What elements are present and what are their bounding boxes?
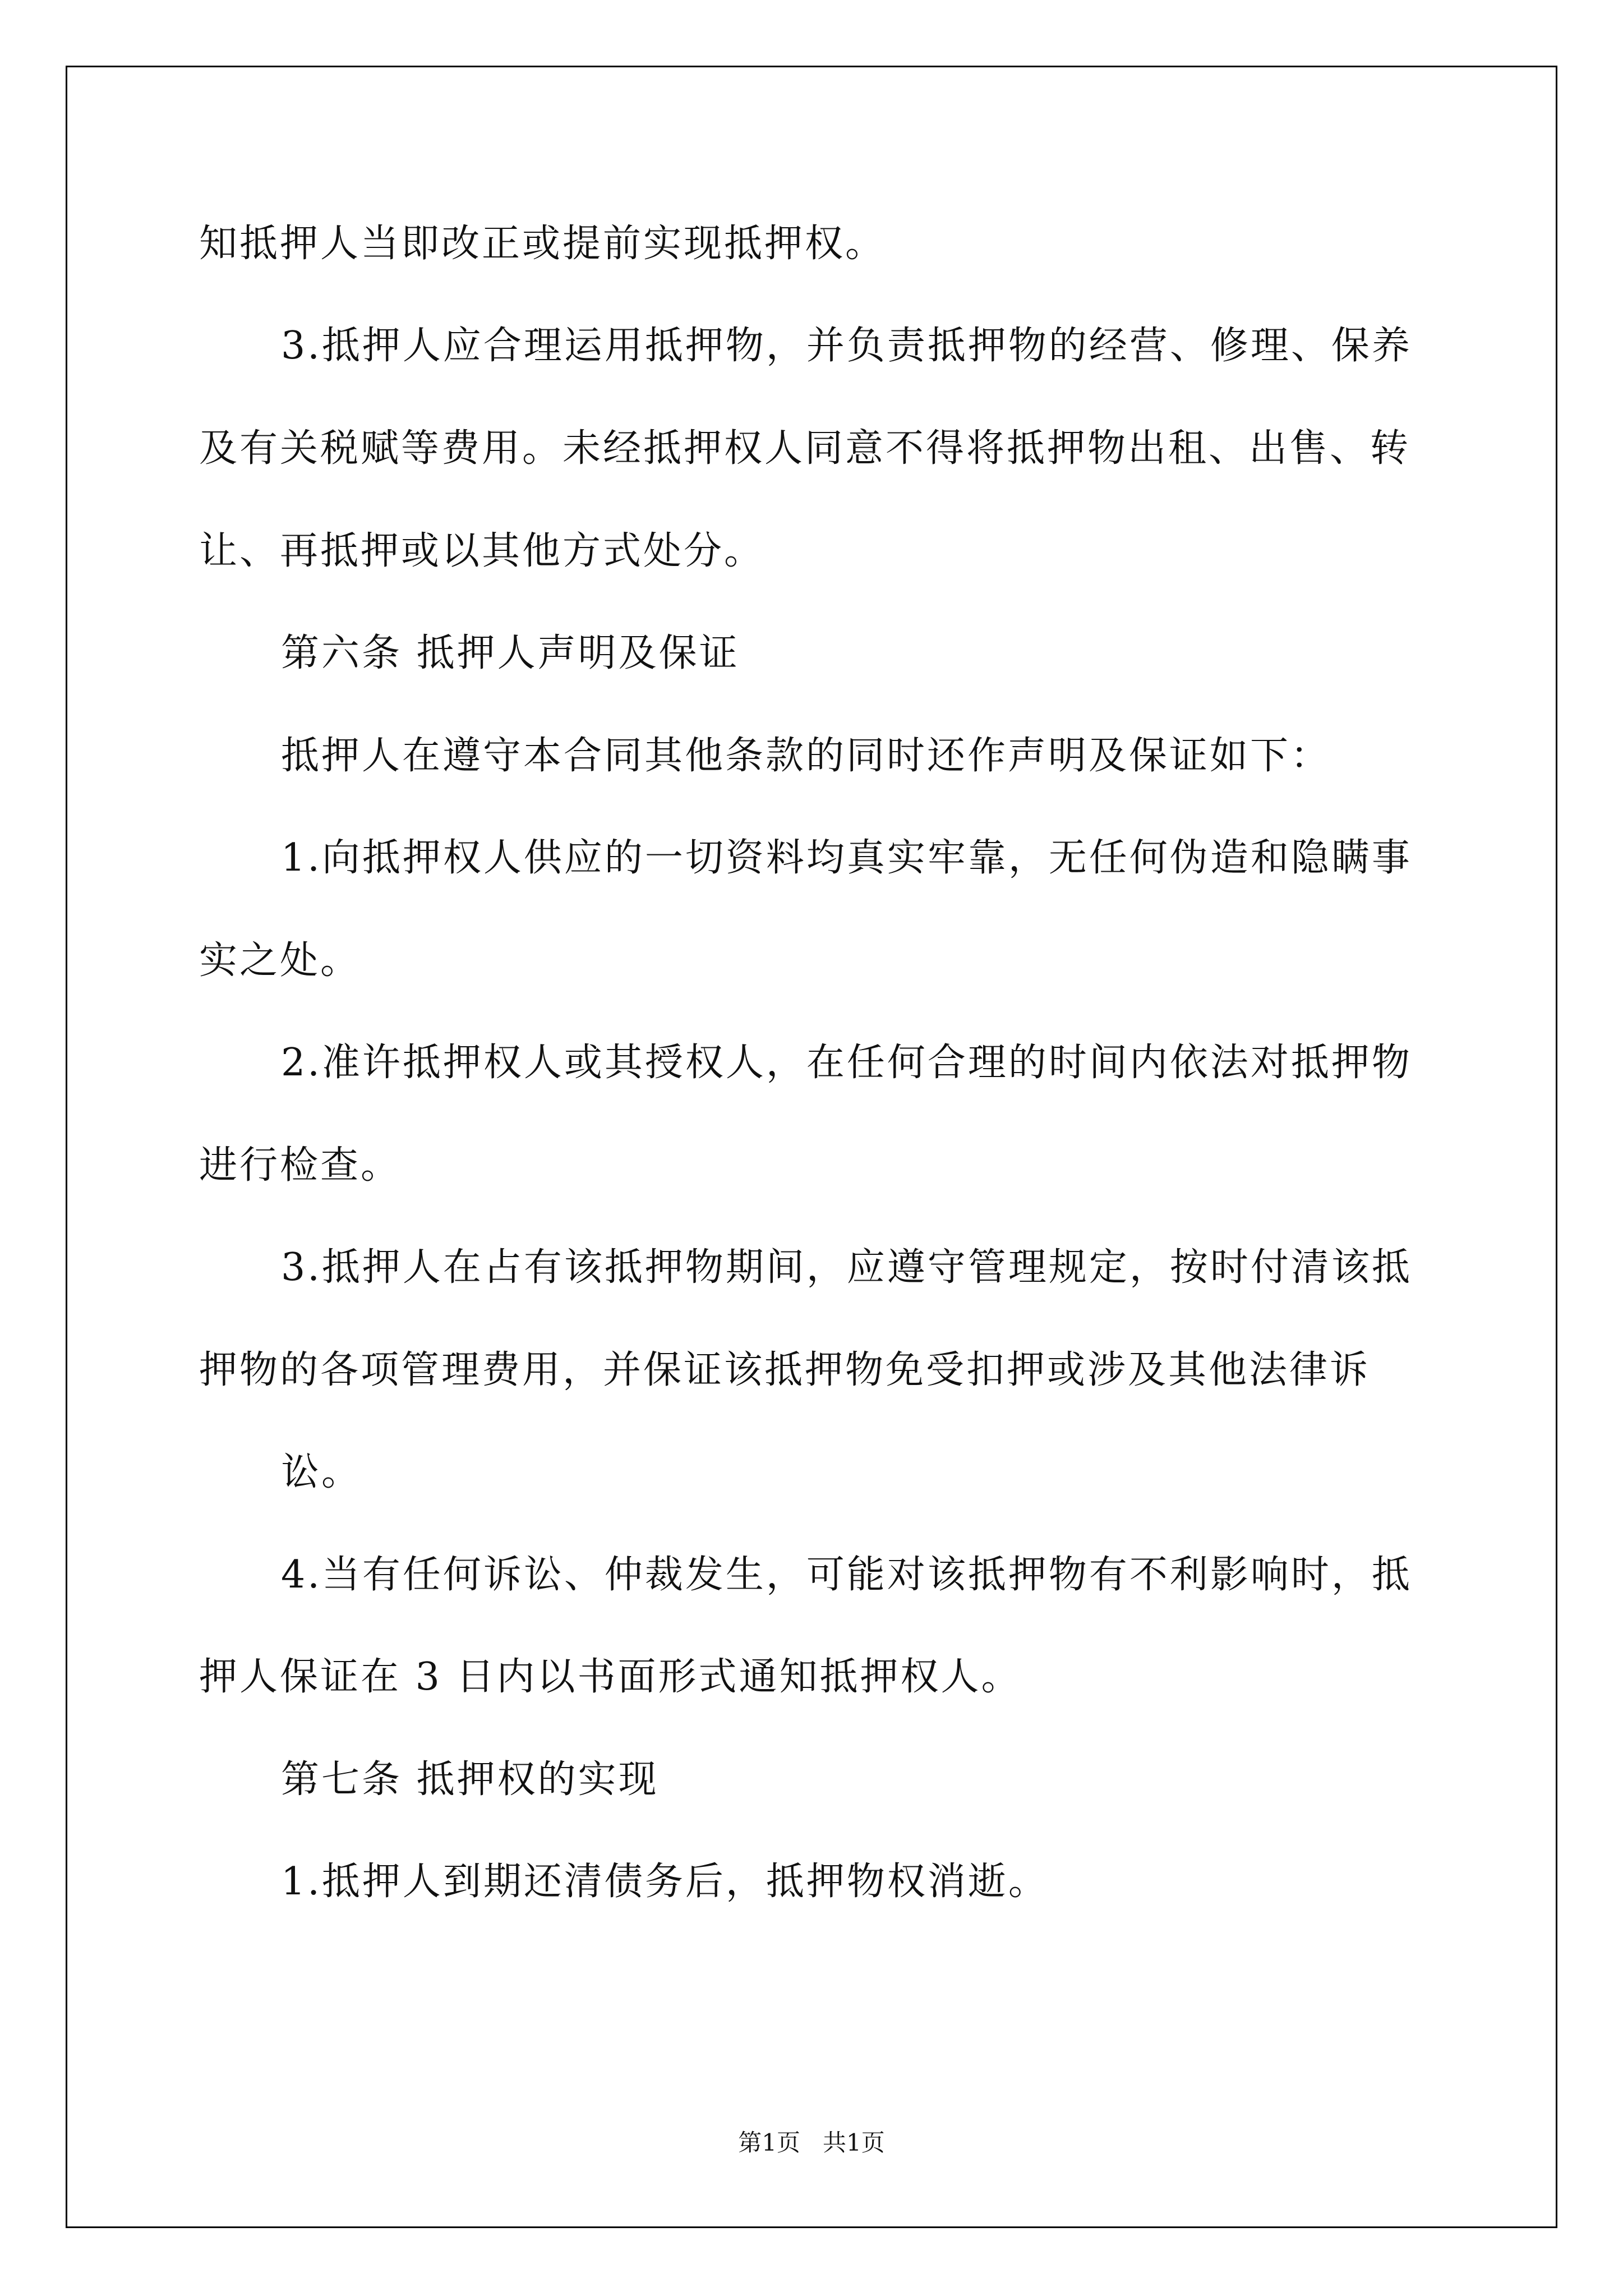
text-line: 进行检查。 (199, 1143, 402, 1188)
text-line: 知抵押人当即改正或提前实现抵押权。 (199, 222, 886, 266)
text-line: 1.抵押人到期还清债务后，抵押物权消逝。 (281, 1860, 1049, 1904)
text-line: 及有关税赋等费用。未经抵押权人同意不得将抵押物出租、出售、转 (199, 426, 1411, 471)
text-line: 4.当有任何诉讼、仲裁发生，可能对该抵押物有不利影响时，抵 (281, 1553, 1412, 1597)
text-line: 3.抵押人应合理运用抵押物，并负责抵押物的经营、修理、保养 (281, 324, 1412, 368)
text-line: 2.准许抵押权人或其授权人，在任何合理的时间内依法对抵押物 (281, 1041, 1412, 1085)
text-line: 押物的各项管理费用，并保证该抵押物免受扣押或涉及其他法律诉 (199, 1348, 1371, 1392)
text-line: 实之处。 (199, 938, 361, 983)
page-number-footer: 第1页 共1页 (738, 2129, 885, 2156)
section-heading: 第七条 抵押权的实现 (281, 1757, 659, 1802)
text-line: 1.向抵押权人供应的一切资料均真实牢靠，无任何伪造和隐瞒事 (281, 836, 1412, 880)
text-line: 让、再抵押或以其他方式处分。 (199, 529, 765, 573)
text-line: 抵押人在遵守本合同其他条款的同时还作声明及保证如下： (281, 734, 1331, 778)
section-heading: 第六条 抵押人声明及保证 (281, 631, 740, 675)
text-line: 押人保证在 3 日内以书面形式通知抵押权人。 (199, 1655, 1022, 1699)
text-line: 讼。 (281, 1450, 362, 1494)
text-line: 3.抵押人在占有该抵押物期间，应遵守管理规定，按时付清该抵 (281, 1245, 1412, 1290)
